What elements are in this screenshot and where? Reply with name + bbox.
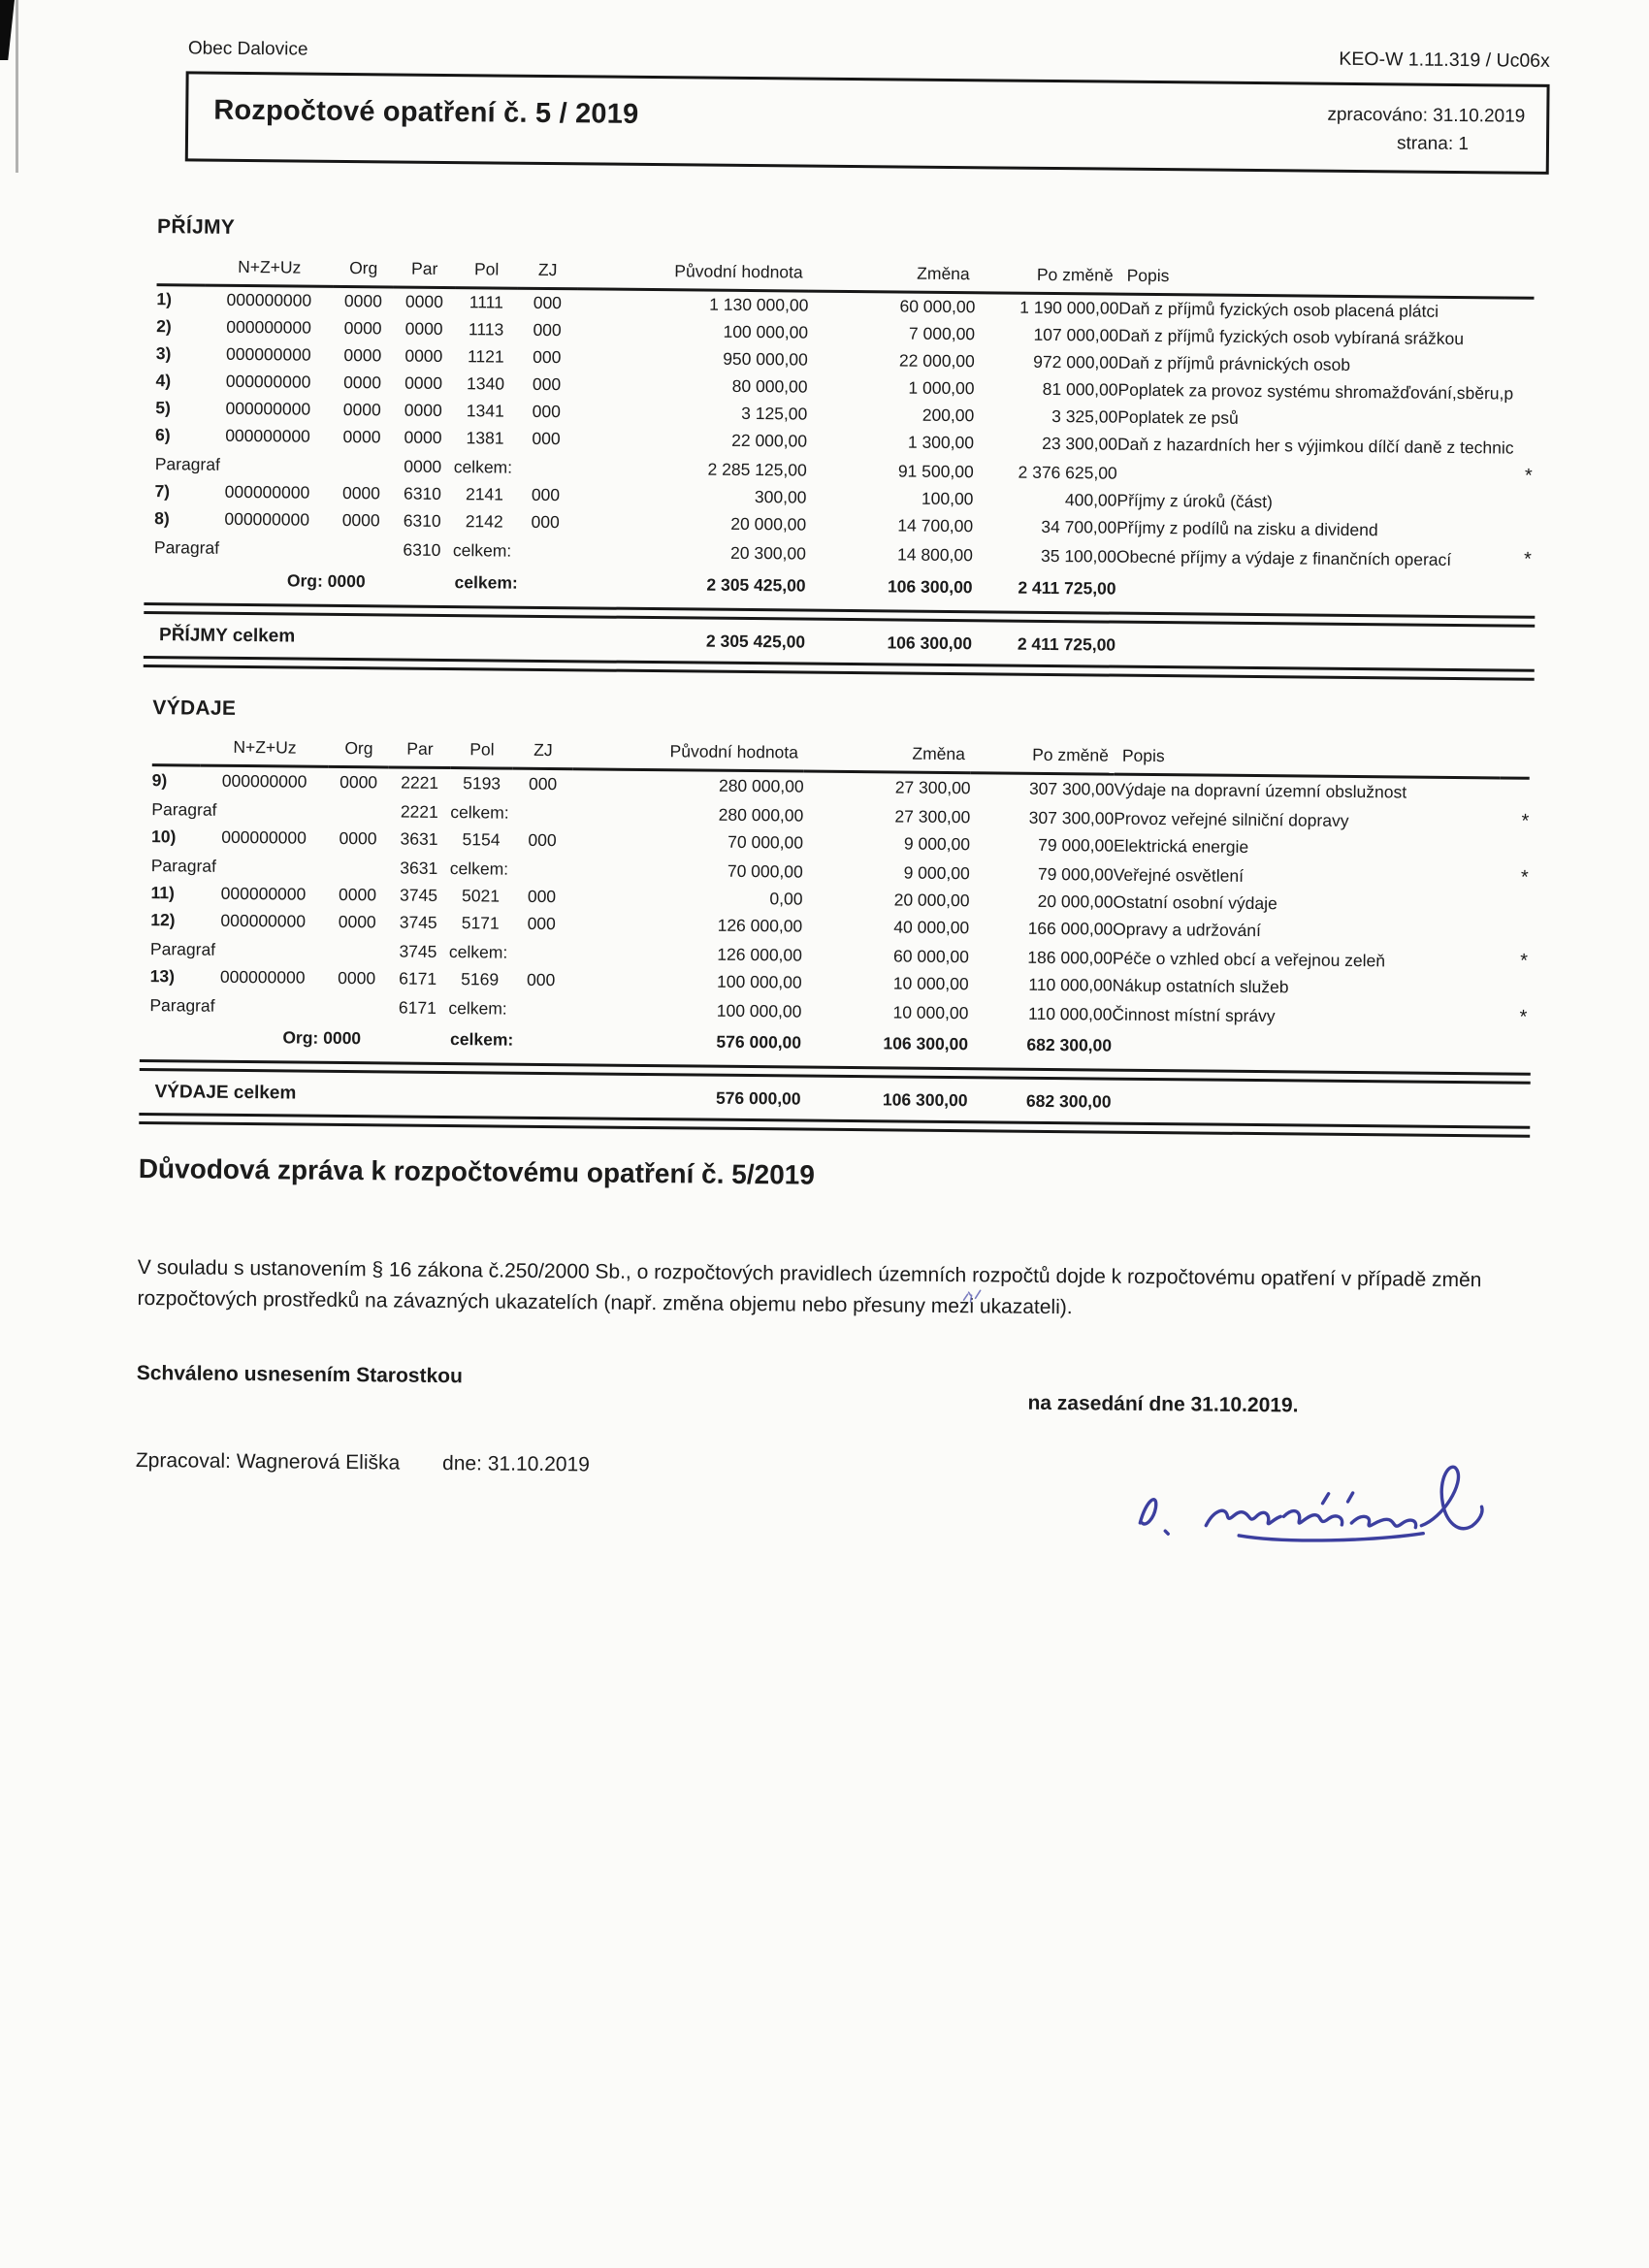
table-row: 12) 000000000 0000 3745 5171 000 126 000,00 40 000,00 166 000,00 Opravy a udržování <box>150 909 1262 940</box>
processed-date: zpracováno: 31.10.2019 <box>1327 104 1526 127</box>
col-pol: Pol <box>451 736 513 769</box>
approval-row <box>136 1362 1536 1420</box>
title-box-meta <box>1327 100 1525 159</box>
title-box <box>185 71 1550 174</box>
table-row: PŘÍJMY celkem 2 305 425,00 106 300,00 2 411 725,00 <box>158 624 1116 655</box>
col-puvodni: Původní hodnota <box>578 256 809 290</box>
col-pozmene: Po změně <box>976 260 1119 293</box>
approved-by: Schváleno usnesením Starostkou <box>136 1361 463 1388</box>
report-body: V souladu s ustanovením § 16 zákona č.250/2000 Sb., o rozpočtových pravidlech územních rozpočtů dojde k rozpočtovému opatření v případě změn rozpočtových prostředků na závazných ukazatelích (např. změna objemu nebo přesuny mezi ukazateli). <box>137 1255 1482 1318</box>
table-row: 3) 000000000 0000 0000 1121 000 950 000,00 22 000,00 972 000,00 Daň z příjmů právnických osob <box>155 343 1351 374</box>
ink-speck-artifact <box>959 1284 988 1308</box>
table-row: Paragraf 6171 celkem: 100 000,00 10 000,00 110 000,00 Činnost místní správy * <box>149 994 1528 1028</box>
table-row: 11) 000000000 0000 3745 5021 000 0,00 20 000,00 20 000,00 Ostatní osobní výdaje <box>150 882 1277 913</box>
col-zmena: Změna <box>804 739 971 773</box>
table-row: 6) 000000000 0000 0000 1381 000 22 000,00 1 300,00 23 300,00 Daň z hazardních her s výjimkou dílčí daně z technic <box>154 425 1514 458</box>
col-par: Par <box>394 254 456 287</box>
section-heading-vydaje: VÝDAJE <box>152 696 237 720</box>
prepared-by: Zpracoval: Wagnerová Eliška <box>135 1448 401 1474</box>
prepared-date: dne: 31.10.2019 <box>441 1452 591 1476</box>
signature-handwriting <box>1122 1442 1531 1581</box>
col-puvodni: Původní hodnota <box>573 737 804 771</box>
col-pozmene: Po změně <box>971 741 1115 774</box>
scan-corner-artifact <box>0 0 15 60</box>
table-row: Org: 0000 celkem: 576 000,00 106 300,00 682 300,00 <box>282 1027 1113 1055</box>
prijmy-table <box>153 252 1534 609</box>
col-pol: Pol <box>456 255 518 288</box>
table-row: 4) 000000000 0000 0000 1340 000 80 000,00 1 000,00 81 000,00 Poplatek za provoz systému shromažďování,sběru,p <box>155 371 1514 404</box>
system-id: KEO-W 1.11.319 / Uc06x <box>1339 48 1550 72</box>
table-row: 13) 000000000 0000 6171 5169 000 100 000,00 10 000,00 110 000,00 Nákup ostatních služeb <box>149 965 1289 996</box>
col-org: Org <box>334 254 394 287</box>
document-title: Rozpočtové opatření č. 5 / 2019 <box>213 94 639 130</box>
table-row: Paragraf 6310 celkem: 20 300,00 14 800,00 35 100,00 Obecné příjmy a výdaje z finančních operací * <box>153 537 1532 570</box>
table-row: 2) 000000000 0000 0000 1113 000 100 000,00 7 000,00 107 000,00 Daň z příjmů fyzických osob vybíraná srážkou <box>156 316 1465 349</box>
col-popis: Popis <box>1115 742 1501 778</box>
table-row: 8) 000000000 0000 6310 2142 000 20 000,00 14 700,00 34 700,00 Příjmy z podílů na zisku a dividend <box>154 508 1378 540</box>
table-row: 1) 000000000 0000 0000 1111 000 1 130 000,00 60 000,00 1 190 000,00 Daň z příjmů fyzických osob placená plátci <box>156 289 1439 321</box>
table-row: 7) 000000000 0000 6310 2141 000 300,00 100,00 400,00 Příjmy z úroků (část) <box>154 481 1274 512</box>
col-nzuz: N+Z+Uz <box>201 733 329 766</box>
municipality-name: Obec Dalovice <box>187 38 308 60</box>
table-row: 9) 000000000 0000 2221 5193 000 280 000,00 27 300,00 307 300,00 Výdaje na dopravní územní obslužnost <box>151 769 1407 802</box>
table-row: 10) 000000000 0000 3631 5154 000 70 000,00 9 000,00 79 000,00 Elektrická energie <box>150 826 1249 857</box>
col-par: Par <box>389 735 451 768</box>
document-header <box>146 37 1550 73</box>
report-heading: Důvodová zpráva k rozpočtovému opatření č. 5/2019 <box>138 1152 816 1190</box>
scan-edge-artifact <box>16 0 18 173</box>
table-row: VÝDAJE celkem 576 000,00 106 300,00 682 300,00 <box>154 1082 1112 1112</box>
table-row: Paragraf 3745 celkem: 126 000,00 60 000,00 186 000,00 Péče o vzhled obcí a veřejnou zeleň * <box>149 938 1529 972</box>
document-page <box>132 37 1550 1486</box>
table-row: Paragraf 2221 celkem: 280 000,00 27 300,00 307 300,00 Provoz veřejné silniční dopravy * <box>151 798 1530 832</box>
session-date: na zasedání dne 31.10.2019. <box>1027 1391 1299 1417</box>
table-row: Paragraf 0000 celkem: 2 285 125,00 91 500,00 2 376 625,00 * <box>154 454 1533 487</box>
page-number: strana: 1 <box>1396 132 1470 154</box>
col-popis: Popis <box>1119 262 1505 298</box>
col-nzuz: N+Z+Uz <box>206 253 334 286</box>
col-zmena: Změna <box>809 259 976 293</box>
table-row: Org: 0000 celkem: 2 305 425,00 106 300,00 2 411 725,00 <box>286 569 1116 599</box>
col-zj: ZJ <box>513 736 573 769</box>
table-row: 5) 000000000 0000 0000 1341 000 3 125,00 200,00 3 325,00 Poplatek ze psů <box>155 398 1239 428</box>
table-row: Paragraf 3631 celkem: 70 000,00 9 000,00 79 000,00 Veřejné osvětlení * <box>150 855 1529 889</box>
vydaje-table <box>149 733 1530 1067</box>
col-zj: ZJ <box>518 256 578 289</box>
section-heading-prijmy: PŘÍJMY <box>157 215 236 239</box>
col-org: Org <box>329 734 389 767</box>
